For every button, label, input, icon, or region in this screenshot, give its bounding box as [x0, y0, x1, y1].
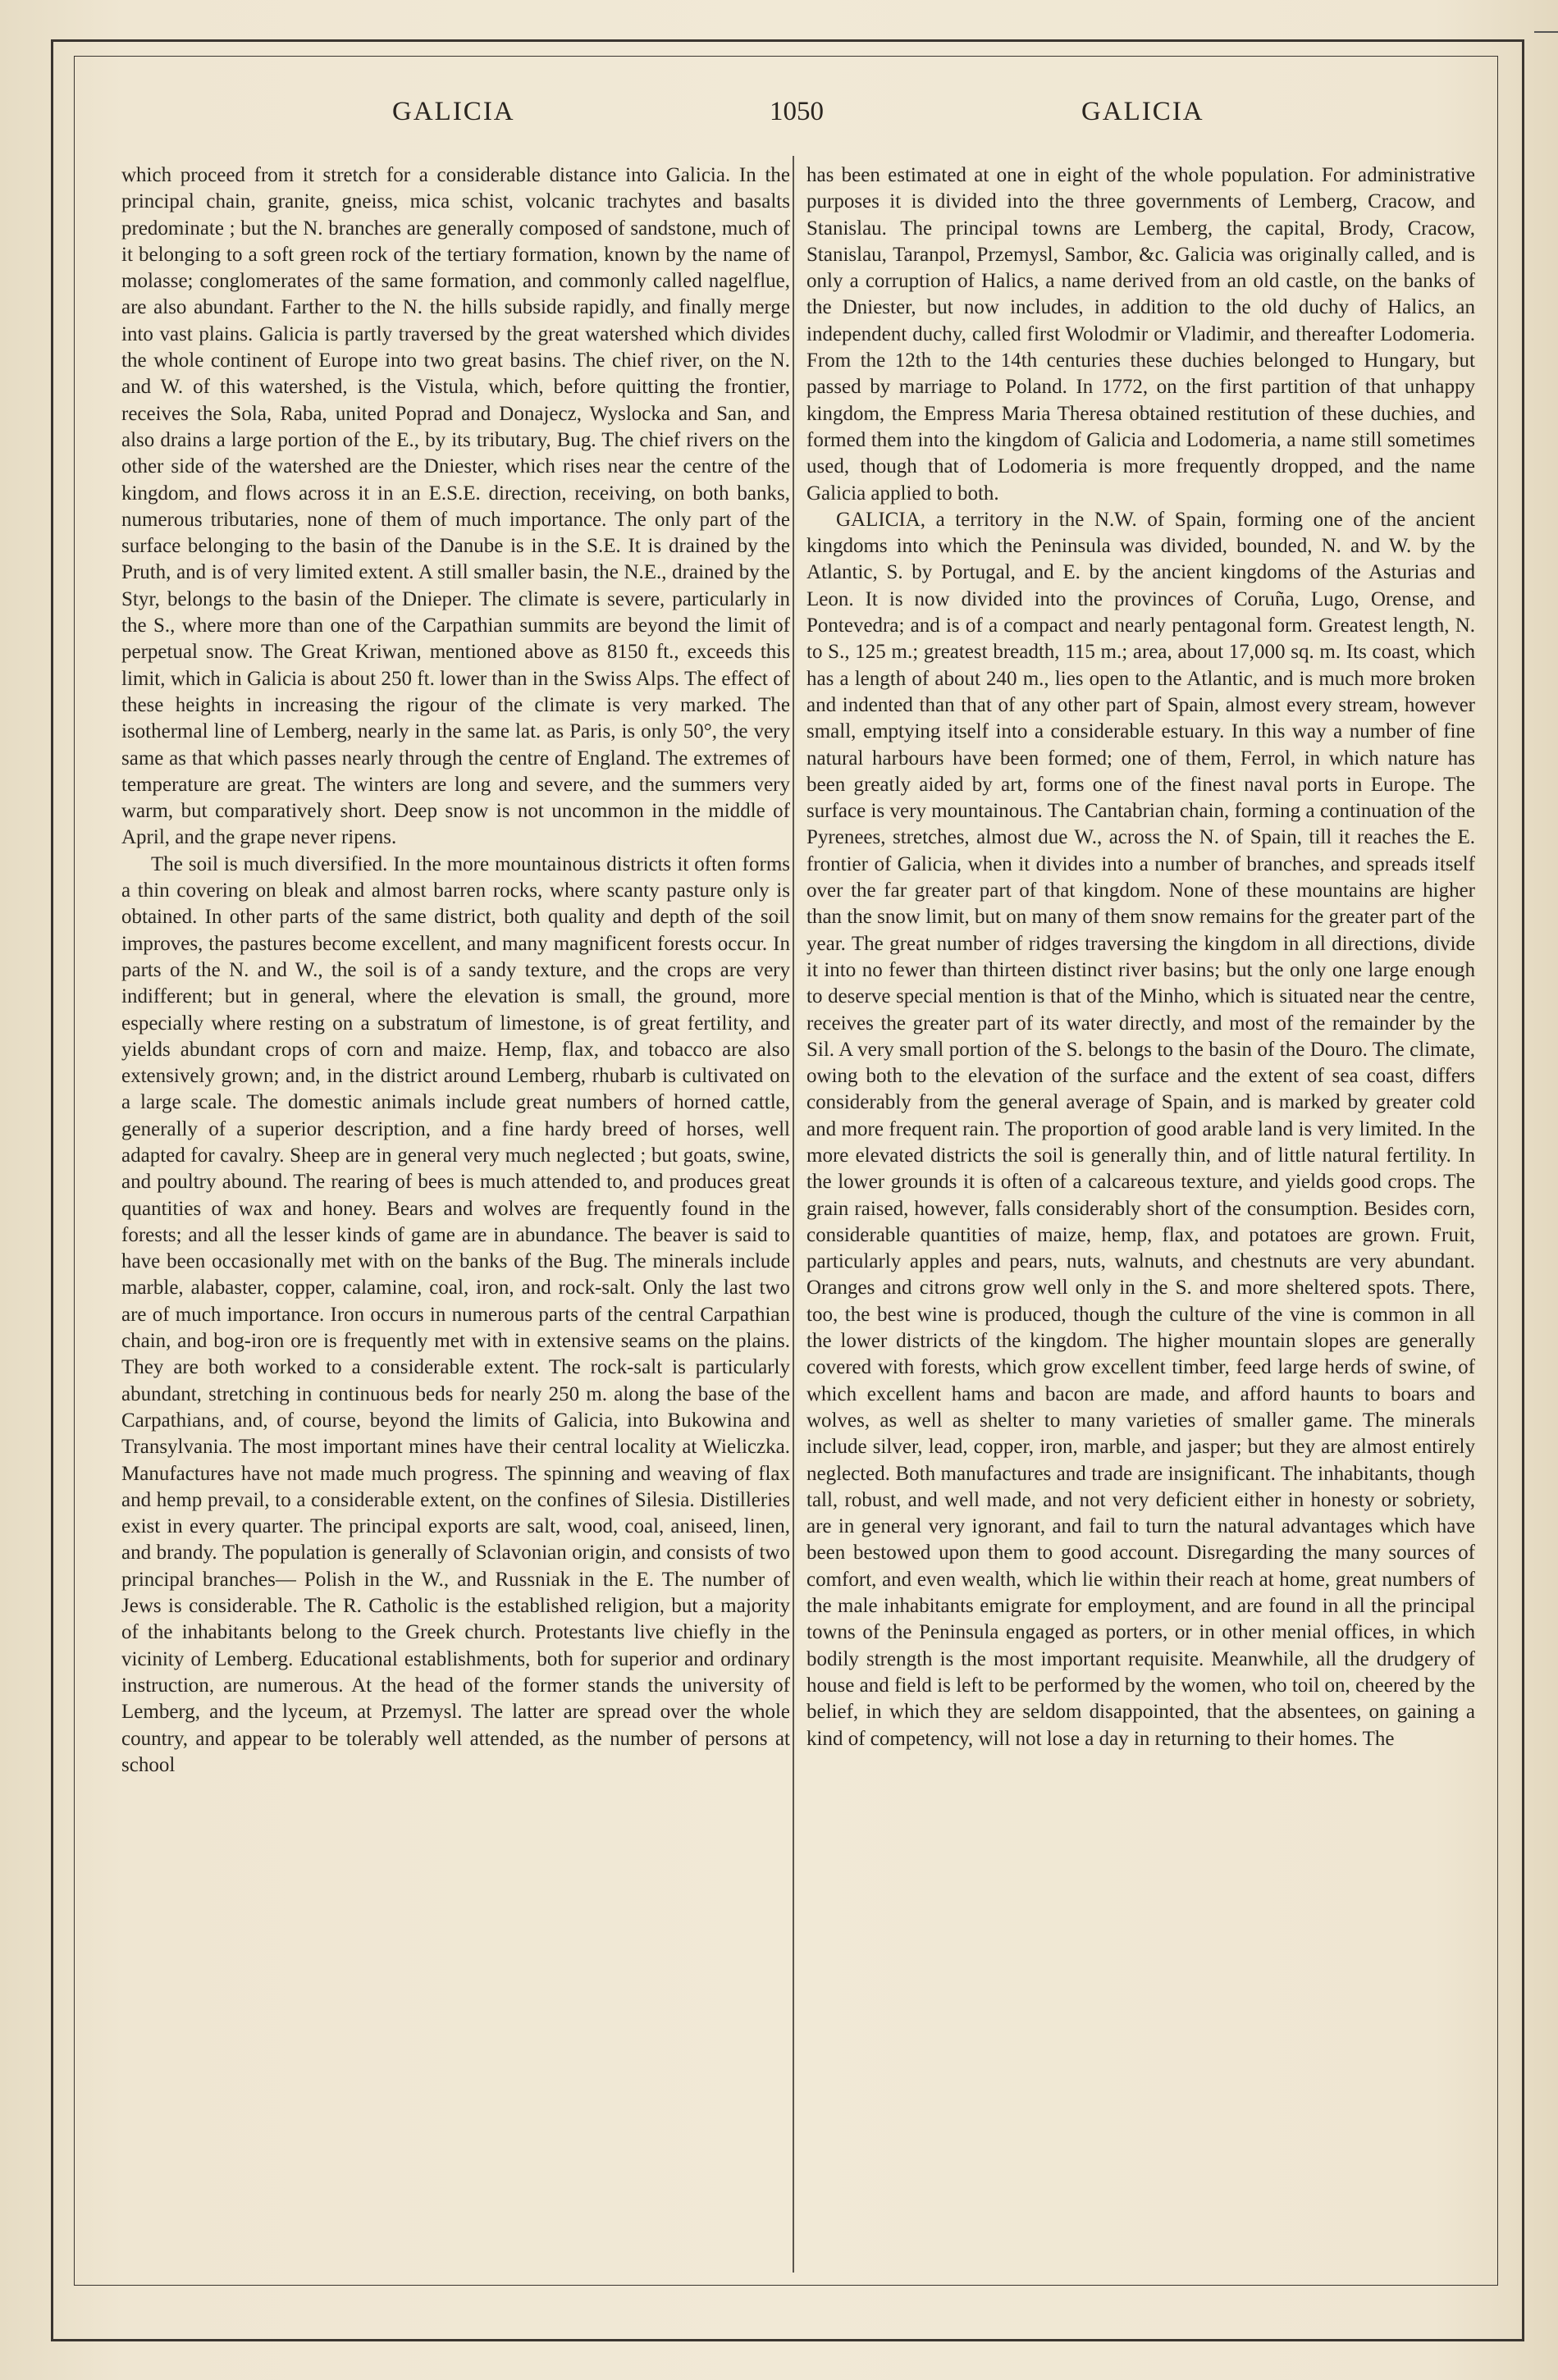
right-column: [806, 162, 1475, 1752]
left-paragraph-1: which proceed from it stretch for a considerable distance into Galicia. In the principal chain, granite, gneiss, mica schist, volcanic trachytes and basalts predominate ; but the N. branches are generally composed of sandstone, much of it belonging to a soft green rock of the tertiary formation, known by the name of molasse; conglomerates of the same formation, and commonly called nagelflue, are also abundant. Farther to the N. the hills subside rapidly, and finally merge into vast plains. Galicia is partly traversed by the great watershed which divides the whole continent of Europe into two great basins. The chief river, on the N. and W. of this watershed, is the Vistula, which, before quitting the frontier, receives the Sola, Raba, united Poprad and Donajecz, Wyslocka and San, and also drains a large portion of the E., by its tributary, Bug. The chief rivers on the other side of the watershed are the Dniester, which rises near the centre of the kingdom, and flows across it in an E.S.E. direction, receiving, on both banks, numerous tributaries, none of them of much importance. The only part of the surface belonging to the basin of the Danube is in the S.E. It is drained by the Pruth, and is of very limited extent. A still smaller basin, the N.E., drained by the Styr, belongs to the basin of the Dnieper. The climate is severe, particularly in the S., where more than one of the Carpathian summits are beyond the limit of perpetual snow. The Great Kriwan, mentioned above as 8150 ft., exceeds this limit, which in Galicia is about 250 ft. lower than in the Swiss Alps. The effect of these heights in increasing the rigour of the climate is very marked. The isothermal line of Lemberg, nearly in the same lat. as Paris, is only 50°, the very same as that which passes nearly through the centre of England. The extremes of temperature are great. The winters are long and severe, and the summers very warm, but comparatively short. Deep snow is not uncommon in the middle of April, and the grape never ripens.: [121, 164, 790, 849]
running-header: [82, 97, 1490, 146]
right-paragraph-1: has been estimated at one in eight of the whole population. For administrative purposes it is divided into the three governments of Lemberg, Cracow, and Stanislau. The principal towns are Lemberg, the capital, Brody, Cracow, Stanislau, Taranpol, Przemysl, Sambor, &c. Galicia was originally called, and is only a corruption of Halics, a name derived from an old castle, on the banks of the Dniester, but now includes, in addition to the old duchy of Halics, an independent duchy, called first Wolodmir or Vladimir, and thereafter Lodomeria. From the 12th to the 14th centuries these duchies belonged to Hungary, but passed by marriage to Poland. In 1772, on the first partition of that unhappy kingdom, the Empress Maria Theresa obtained restitution of these duchies, and formed them into the kingdom of Galicia and Lodomeria, a name still sometimes used, though that of Lodomeria is more frequently dropped, and the name Galicia applied to both.: [806, 164, 1475, 505]
edge-rule: [1534, 31, 1558, 33]
header-right-title: GALICIA: [1081, 97, 1204, 126]
page-number: 1050: [770, 97, 824, 126]
right-paragraph-2: GALICIA, a territory in the N.W. of Spain, forming one of the ancient kingdoms into which the Peninsula was divided, bounded, N. and W. by the Atlantic, S. by Portugal, and E. by the ancient kingdoms of the Asturias and Leon. It is now divided into the provinces of Coruña, Lugo, Orense, and Pontevedra; and is of a compact and nearly pentagonal form. Greatest length, N. to S., 125 m.; greatest breadth, 115 m.; area, about 17,000 sq. m. Its coast, which has a length of about 240 m., lies open to the Atlantic, and is much more broken and indented than that of any other part of Spain, almost every stream, however small, emptying itself into a considerable estuary. In this way a number of fine natural harbours have been formed; one of them, Ferrol, in which nature has been greatly aided by art, forms one of the finest naval ports in Europe. The surface is very mountainous. The Cantabrian chain, forming a continuation of the Pyrenees, stretches, almost due W., across the N. of Spain, till it reaches the E. frontier of Galicia, when it divides into a number of branches, and spreads itself over the far greater part of that kingdom. None of these mountains are higher than the snow limit, but on many of them snow remains for the greater part of the year. The great number of ridges traversing the kingdom in all directions, divide it into no fewer than thirteen distinct river basins; but the only one large enough to deserve special mention is that of the Minho, which is situated near the centre, receives the greater part of its water directly, and most of the remainder by the Sil. A very small portion of the S. belongs to the basin of the Douro. The climate, owing both to the elevation of the surface and the extent of sea coast, differs considerably from the general average of Spain, and is marked by greater cold and more frequent rain. The proportion of good arable land is very limited. In the more elevated districts the soil is generally thin, and of little natural fertility. In the lower grounds it is often of a calcareous texture, and yields good crops. The grain raised, however, falls considerably short of the consumption. Besides corn, considerable quantities of maize, hemp, flax, and potatoes are grown. Fruit, particularly apples and pears, nuts, walnuts, and chestnuts are very abundant. Oranges and citrons grow well only in the S. and more sheltered spots. There, too, the best wine is produced, though the culture of the vine is common in all the lower districts of the kingdom. The higher mountain slopes are generally covered with forests, which grow excellent timber, feed large herds of swine, of which excellent hams and bacon are made, and afford haunts to boars and wolves, as well as shelter to many varieties of smaller game. The minerals include silver, lead, copper, iron, marble, and jasper; but they are almost entirely neglected. Both manufactures and trade are insignificant. The inhabitants, though tall, robust, and well made, and not very deficient either in honesty or sobriety, are in general very ignorant, and fail to turn the natural advantages which have been bestowed upon them to good account. Disregarding the many sources of comfort, and even wealth, which lie within their reach at home, great numbers of the male inhabitants emigrate for employment, and are found in all the principal towns of the Peninsula engaged as porters, or in other menial offices, in which bodily strength is the most important requisite. Meanwhile, all the drudgery of house and field is left to be performed by the women, who toil on, cheered by the belief, in which they are seldom disappointed, that the absentees, on gaining a kind of competency, will not lose a day in returning to their homes. The: [806, 508, 1475, 1750]
header-left-title: GALICIA: [392, 97, 515, 126]
left-paragraph-2: The soil is much diversified. In the more mountainous districts it often forms a thin covering on bleak and almost barren rocks, where scanty pasture only is obtained. In other parts of the same district, both quality and depth of the soil improves, the pastures become excellent, and many magnificent forests occur. In parts of the N. and W., the soil is of a sandy texture, and the crops are very indifferent; but in general, where the elevation is small, the ground, more especially where resting on a substratum of limestone, is of great fertility, and yields abundant crops of corn and maize. Hemp, flax, and tobacco are also extensively grown; and, in the district around Lemberg, rhubarb is cultivated on a large scale. The domestic animals include great numbers of horned cattle, generally of a superior description, and a fine hardy breed of horses, well adapted for cavalry. Sheep are in general very much neglected ; but goats, swine, and poultry abound. The rearing of bees is much attended to, and produces great quantities of wax and honey. Bears and wolves are frequently found in the forests; and all the lesser kinds of game are in abundance. The beaver is said to have been occasionally met with on the banks of the Bug. The minerals include marble, alabaster, copper, calamine, coal, iron, and rock-salt. Only the last two are of much importance. Iron occurs in numerous parts of the central Carpathian chain, and bog-iron ore is frequently met with in extensive seams on the plains. They are both worked to a considerable extent. The rock-salt is particularly abundant, stretching in continuous beds for nearly 250 m. along the base of the Carpathians, and, of course, beyond the limits of Galicia, into Bukowina and Transylvania. The most important mines have their central locality at Wieliczka. Manufactures have not made much progress. The spinning and weaving of flax and hemp prevail, to a considerable extent, on the confines of Silesia. Distilleries exist in every quarter. The principal exports are salt, wood, coal, aniseed, linen, and brandy. The population is generally of Sclavonian origin, and consists of two principal branches— Polish in the W., and Russniak in the E. The number of Jews is considerable. The R. Catholic is the established religion, but a majority of the inhabitants belong to the Greek church. Protestants live chiefly in the vicinity of Lemberg. Educational establishments, both for superior and ordinary instruction, are numerous. At the head of the former stands the university of Lemberg, and the lyceum, at Przemysl. The latter are spread over the whole country, and appear to be tolerably well attended, as the number of persons at school: [121, 852, 790, 1776]
left-column: [121, 162, 790, 1779]
column-divider: [793, 156, 794, 2273]
